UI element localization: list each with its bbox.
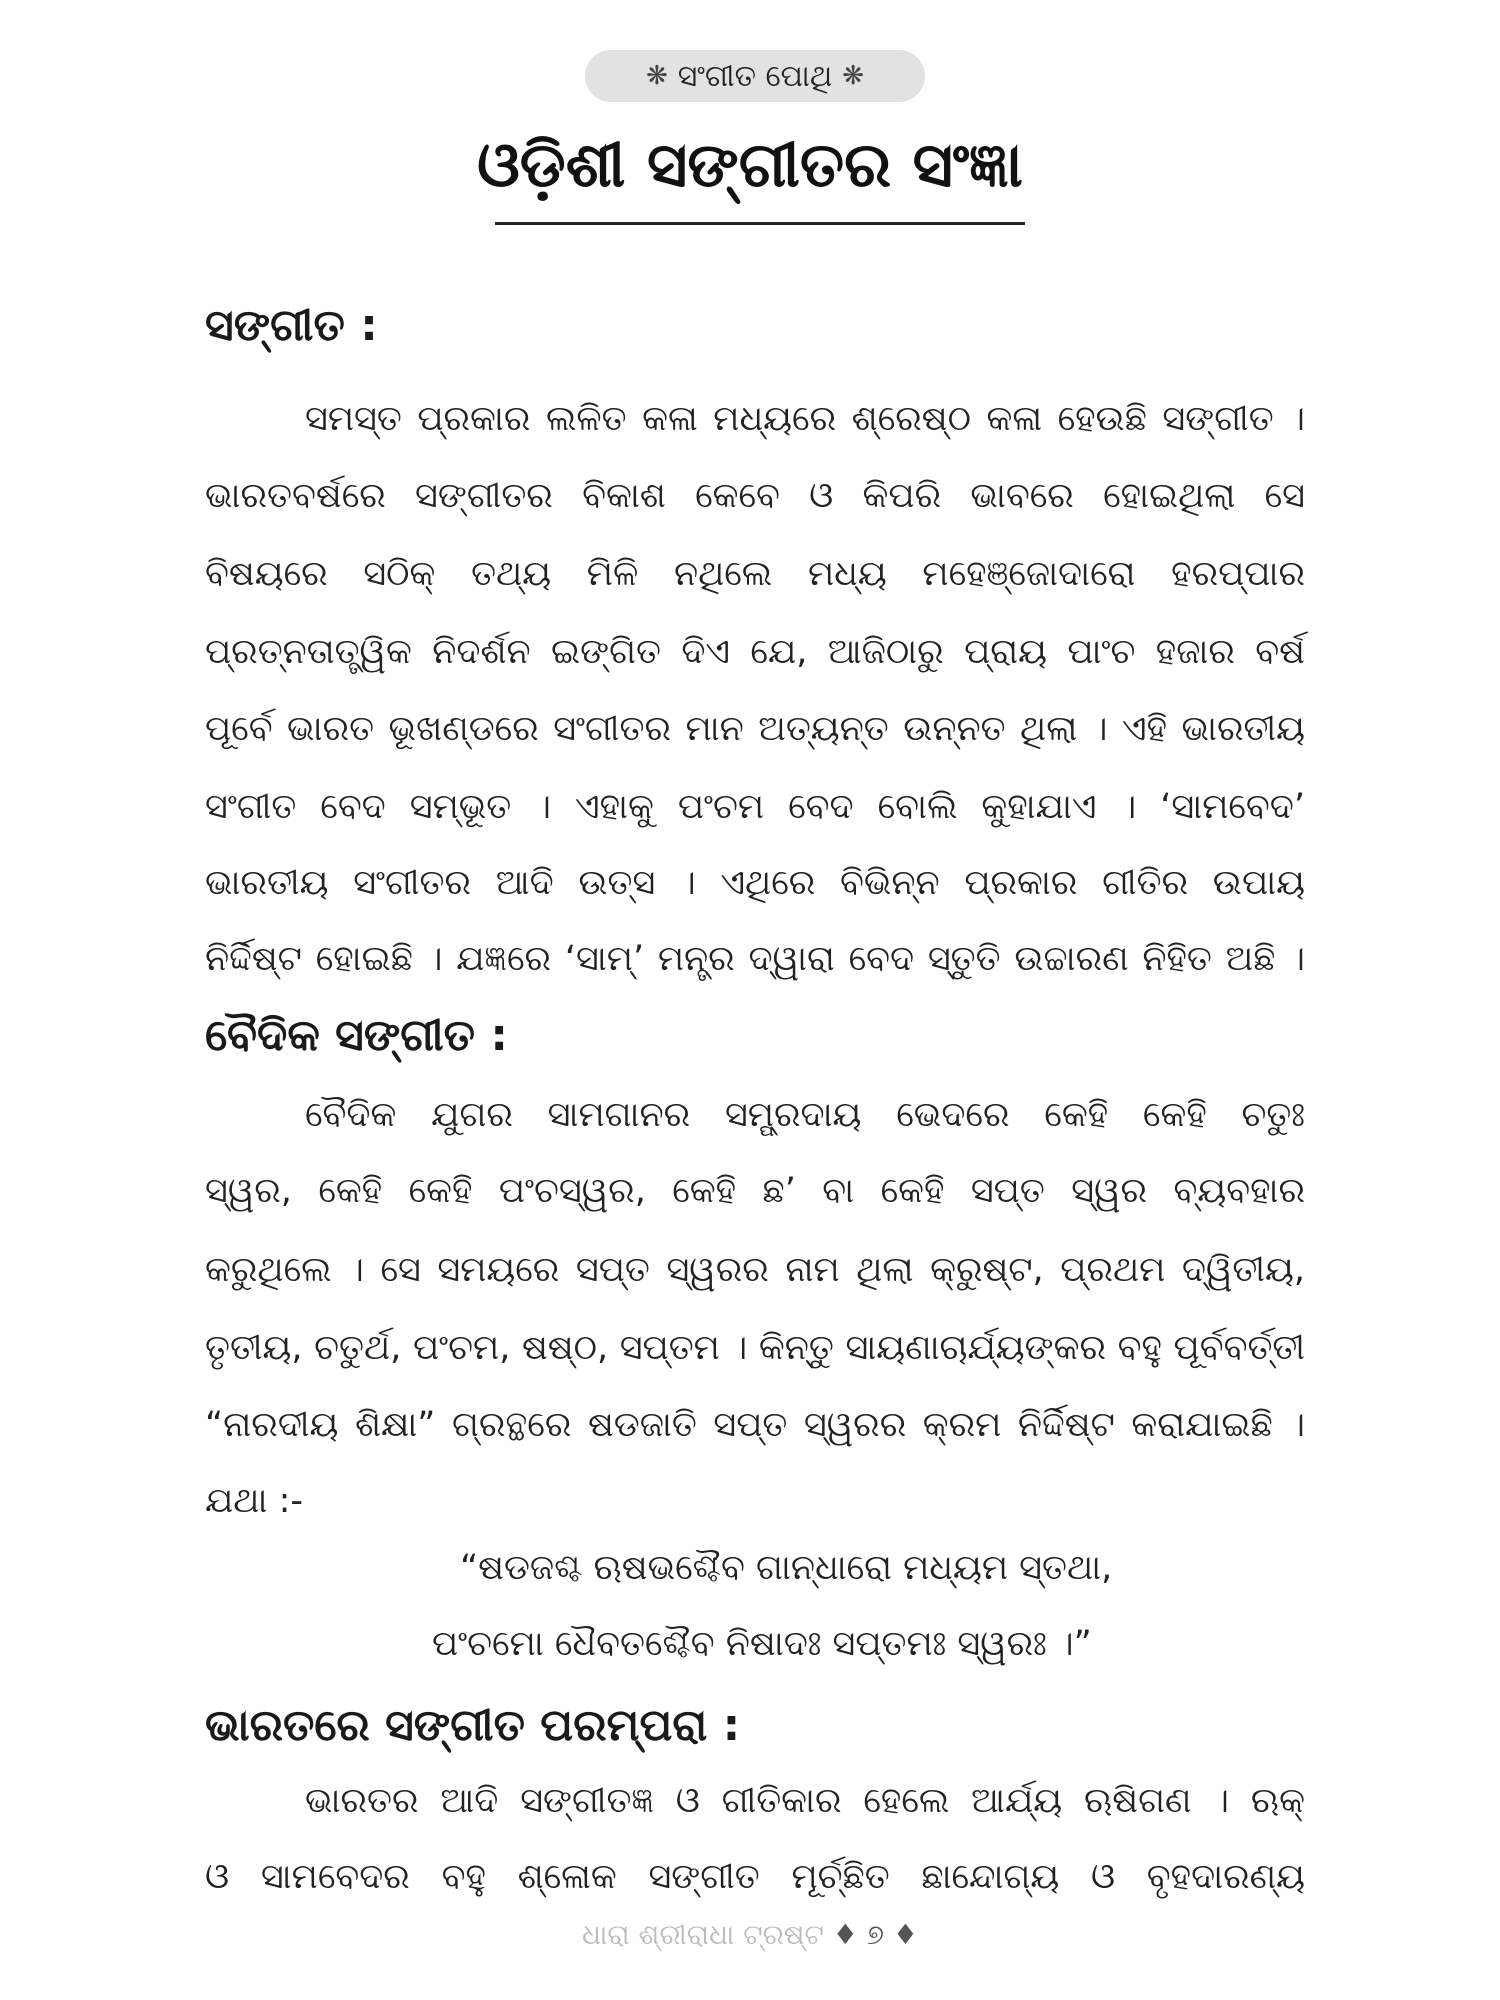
paragraph-line: ବୈଦିକ ଯୁଗର ସାମଗାନର ସମ୍ପ୍ରଦାୟ ଭେଦରେ କେହି କେହି ଚତୁଃ <box>305 1095 1305 1135</box>
ornament-left-icon: ❋ <box>645 61 668 91</box>
paragraph-line: ନିର୍ଦ୍ଦିଷ୍ଟ ହୋଇଛି । ଯଜ୍ଞରେ ‘ସାମ୍’ ମନ୍ତ୍ର ଦ୍ୱାରା ବେଦ ସ୍ତୁତି ଉଚ୍ଚାରଣ ନିହିତ ଅଛି । <box>205 939 1305 979</box>
paragraph-line: ଭାରତର ଆଦି ସଙ୍ଗୀତଜ୍ଞ ଓ ଗୀତିକାର ହେଲେ ଆର୍ଯ୍ୟ ଋଷିଗଣ । ଋକ୍ <box>305 1781 1305 1821</box>
verse-line: “ଷଡଜଶ୍ଚ ଋଷଭଶ୍ଚୈବ ଗାନ୍ଧାରୋ ମଧ୍ୟମ ସ୍ତଥା, <box>460 1548 1113 1588</box>
diamond-icon: ♦ <box>892 1918 918 1951</box>
paragraph-line: ପୂର୍ବେ ଭାରତ ଭୂଖଣ୍ଡରେ ସଂଗୀତର ମାନ ଅତ୍ୟନ୍ତ ଉନ୍ନତ ଥିଲା । ଏହି ଭାରତୀୟ <box>205 709 1305 749</box>
diamond-icon: ♦ <box>832 1918 867 1951</box>
page-footer <box>0 1918 1500 1952</box>
paragraph-line: ସ୍ୱର, କେହି କେହି ପଂଚସ୍ୱର, କେହି ଛ’ ବା କେହି ସପ୍ତ ସ୍ୱର ବ୍ୟବହାର <box>205 1171 1305 1211</box>
paragraph-line: ତୃତୀୟ, ଚତୁର୍ଥ, ପଂଚମ, ଷଷ୍ଠ, ସପ୍ତମ । କିନ୍ତୁ ସାୟଣାଚାର୍ଯ୍ୟଙ୍କର ବହୁ ପୂର୍ବବର୍ତ୍ତୀ <box>205 1328 1305 1368</box>
paragraph-line: “ନାରଦୀୟ ଶିକ୍ଷା” ଗ୍ରନ୍ଥରେ ଷଡଜାତି ସପ୍ତ ସ୍ୱରର କ୍ରମ ନିର୍ଦ୍ଦିଷ୍ଟ କରାଯାଇଛି । <box>205 1405 1305 1445</box>
page-title: ଓଡ଼ିଶୀ ସଙ୍ଗୀତର ସଂଜ୍ଞା <box>477 128 1023 201</box>
paragraph-line: ପ୍ରତ୍ନତାତ୍ତ୍ୱିକ ନିଦର୍ଶନ ଇଙ୍ଗିତ ଦିଏ ଯେ, ଆଜିଠାରୁ ପ୍ରାୟ ପାଂଚ ହଜାର ବର୍ଷ <box>205 632 1305 672</box>
section-heading-vaidika-sangita: ବୈଦିକ ସଙ୍ଗୀତ : <box>205 1010 508 1061</box>
title-underline <box>495 222 1025 225</box>
paragraph-line: କରୁଥିଲେ । ସେ ସମୟରେ ସପ୍ତ ସ୍ୱରର ନାମ ଥିଲା କ୍ରୁଷ୍ଟ, ପ୍ରଥମ ଦ୍ୱିତୀୟ, <box>205 1250 1305 1290</box>
footer-publisher: ଧାରା ଶ୍ରୀରାଧା ଟ୍ରଷ୍ଟ <box>582 1918 824 1951</box>
paragraph-line: ଭାରତୀୟ ସଂଗୀତର ଆଦି ଉତ୍ସ । ଏଥିରେ ବିଭିନ୍ନ ପ୍ରକାର ଗୀତିର ଉପାୟ <box>205 863 1305 903</box>
paragraph-line: ଭାରତବର୍ଷରେ ସଙ୍ଗୀତର ବିକାଶ କେବେ ଓ କିପରି ଭାବରେ ହୋଇଥିଲା ସେ <box>205 476 1305 516</box>
paragraph-line: ସଂଗୀତ ବେଦ ସମ୍ଭୂତ । ଏହାକୁ ପଂଚମ ବେଦ ବୋଲି କୁହାଯାଏ । ‘ସାମବେଦ’ <box>205 787 1305 827</box>
ornament-right-icon: ❋ <box>842 61 865 91</box>
page-number: ୭ <box>866 1918 884 1951</box>
paragraph-line: ଓ ସାମବେଦର ବହୁ ଶ୍ଳୋକ ସଙ୍ଗୀତ ମୂର୍ଚ୍ଛିତ ଛାନ୍ଦୋଗ୍ୟ ଓ ବୃହଦାରଣ୍ୟ <box>205 1857 1305 1897</box>
verse-line: ପଂଚମୋ ଧୈବତଶ୍ଚୈବ ନିଷାଦଃ ସପ୍ତମଃ ସ୍ୱରଃ ।” <box>432 1624 1092 1664</box>
running-header <box>585 50 925 102</box>
running-header-label: ସଂଗୀତ ପୋଥି <box>677 58 833 94</box>
section-heading-sangita: ସଙ୍ଗୀତ : <box>205 300 378 351</box>
paragraph-line: ସମସ୍ତ ପ୍ରକାର ଲଳିତ କଳା ମଧ୍ୟରେ ଶ୍ରେଷ୍ଠ କଳା ହେଉଛି ସଙ୍ଗୀତ । <box>305 399 1305 439</box>
section-heading-bharatare-sangita-parampara: ଭାରତରେ ସଙ୍ଗୀତ ପରମ୍ପରା : <box>205 1700 741 1751</box>
paragraph-line: ଯଥା :- <box>205 1481 303 1521</box>
paragraph-line: ବିଷୟରେ ସଠିକ୍ ତଥ୍ୟ ମିଳି ନଥିଲେ ମଧ୍ୟ ମହେଞ୍ଜୋଦାରୋ ହରପ୍ପାର <box>205 554 1305 594</box>
